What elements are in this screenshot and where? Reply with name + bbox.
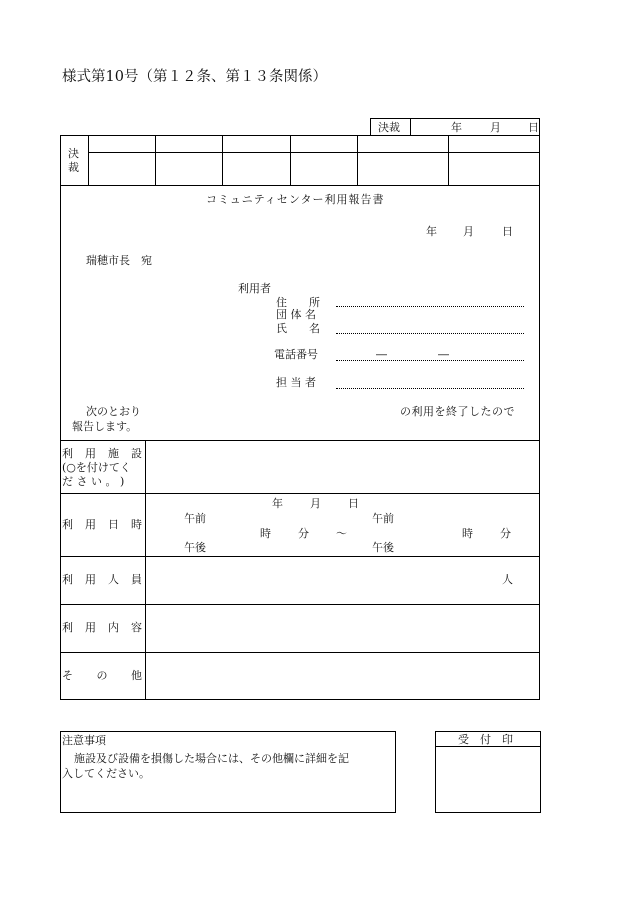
phone-label: 電話番号 [274, 348, 318, 361]
decision-label: 決裁 [378, 121, 400, 134]
details-table [60, 440, 540, 700]
dt-minute-end: 分 [500, 527, 511, 540]
report-title: コミュニティセンター利用報告書 [206, 193, 385, 206]
decision-month: 月 [490, 121, 501, 134]
group-label: 団 体 名 [276, 308, 316, 321]
stamp-box [435, 731, 541, 813]
dt-year: 年 [272, 497, 283, 510]
closing-prefix: 次のとおり [86, 405, 141, 418]
approval-side-label-1: 決 [68, 147, 79, 160]
dt-month: 月 [310, 497, 321, 510]
phone-dash-2: ― [438, 348, 449, 361]
notes-box [60, 731, 396, 813]
decision-day: 日 [528, 121, 539, 134]
report-section [60, 185, 540, 440]
report-date-month: 月 [463, 225, 474, 238]
report-date-year: 年 [426, 225, 437, 238]
facility-label-3: だ さ い 。 ) [62, 475, 125, 488]
dt-minute-start: 分 [298, 527, 309, 540]
people-label: 利 用 人 員 [62, 573, 143, 586]
notes-heading: 注意事項 [62, 734, 106, 747]
stamp-label: 受 付 印 [458, 733, 513, 746]
people-unit: 人 [502, 573, 513, 586]
person-label: 担 当 者 [276, 376, 316, 389]
notes-line2: 入してください。 [62, 767, 150, 780]
dt-am-start: 午前 [184, 512, 206, 525]
dt-pm-end: 午後 [372, 541, 394, 554]
facility-label-1: 利 用 施 設 [62, 447, 143, 460]
user-label: 利用者 [238, 282, 271, 295]
approval-side-label-2: 裁 [68, 161, 79, 174]
form-number: 様式第10号（第１２条、第１３条関係） [62, 69, 327, 85]
report-date-day: 日 [502, 225, 513, 238]
dt-hour-end: 時 [462, 527, 473, 540]
approval-table [60, 118, 540, 186]
facility-label-2: (○を付けてく [62, 461, 131, 474]
dt-am-end: 午前 [372, 512, 394, 525]
addressee: 瑞穂市長 宛 [86, 254, 152, 267]
address-label: 住 所 [276, 296, 320, 309]
closing-line2: 報告します。 [72, 420, 138, 433]
datetime-label: 利 用 日 時 [62, 518, 143, 531]
dt-day: 日 [348, 497, 359, 510]
other-label: そ の 他 [62, 669, 143, 682]
dt-tilde: ～ [336, 527, 347, 540]
content-label: 利 用 内 容 [62, 621, 143, 634]
closing-suffix: の利用を終了したので [400, 405, 515, 418]
decision-year: 年 [451, 121, 462, 134]
dt-hour-start: 時 [260, 527, 271, 540]
dt-pm-start: 午後 [184, 541, 206, 554]
phone-dash-1: ― [376, 348, 387, 361]
notes-line1: 施設及び設備を損傷した場合には、その他欄に詳細を記 [74, 752, 349, 765]
name-label: 氏 名 [276, 322, 320, 335]
